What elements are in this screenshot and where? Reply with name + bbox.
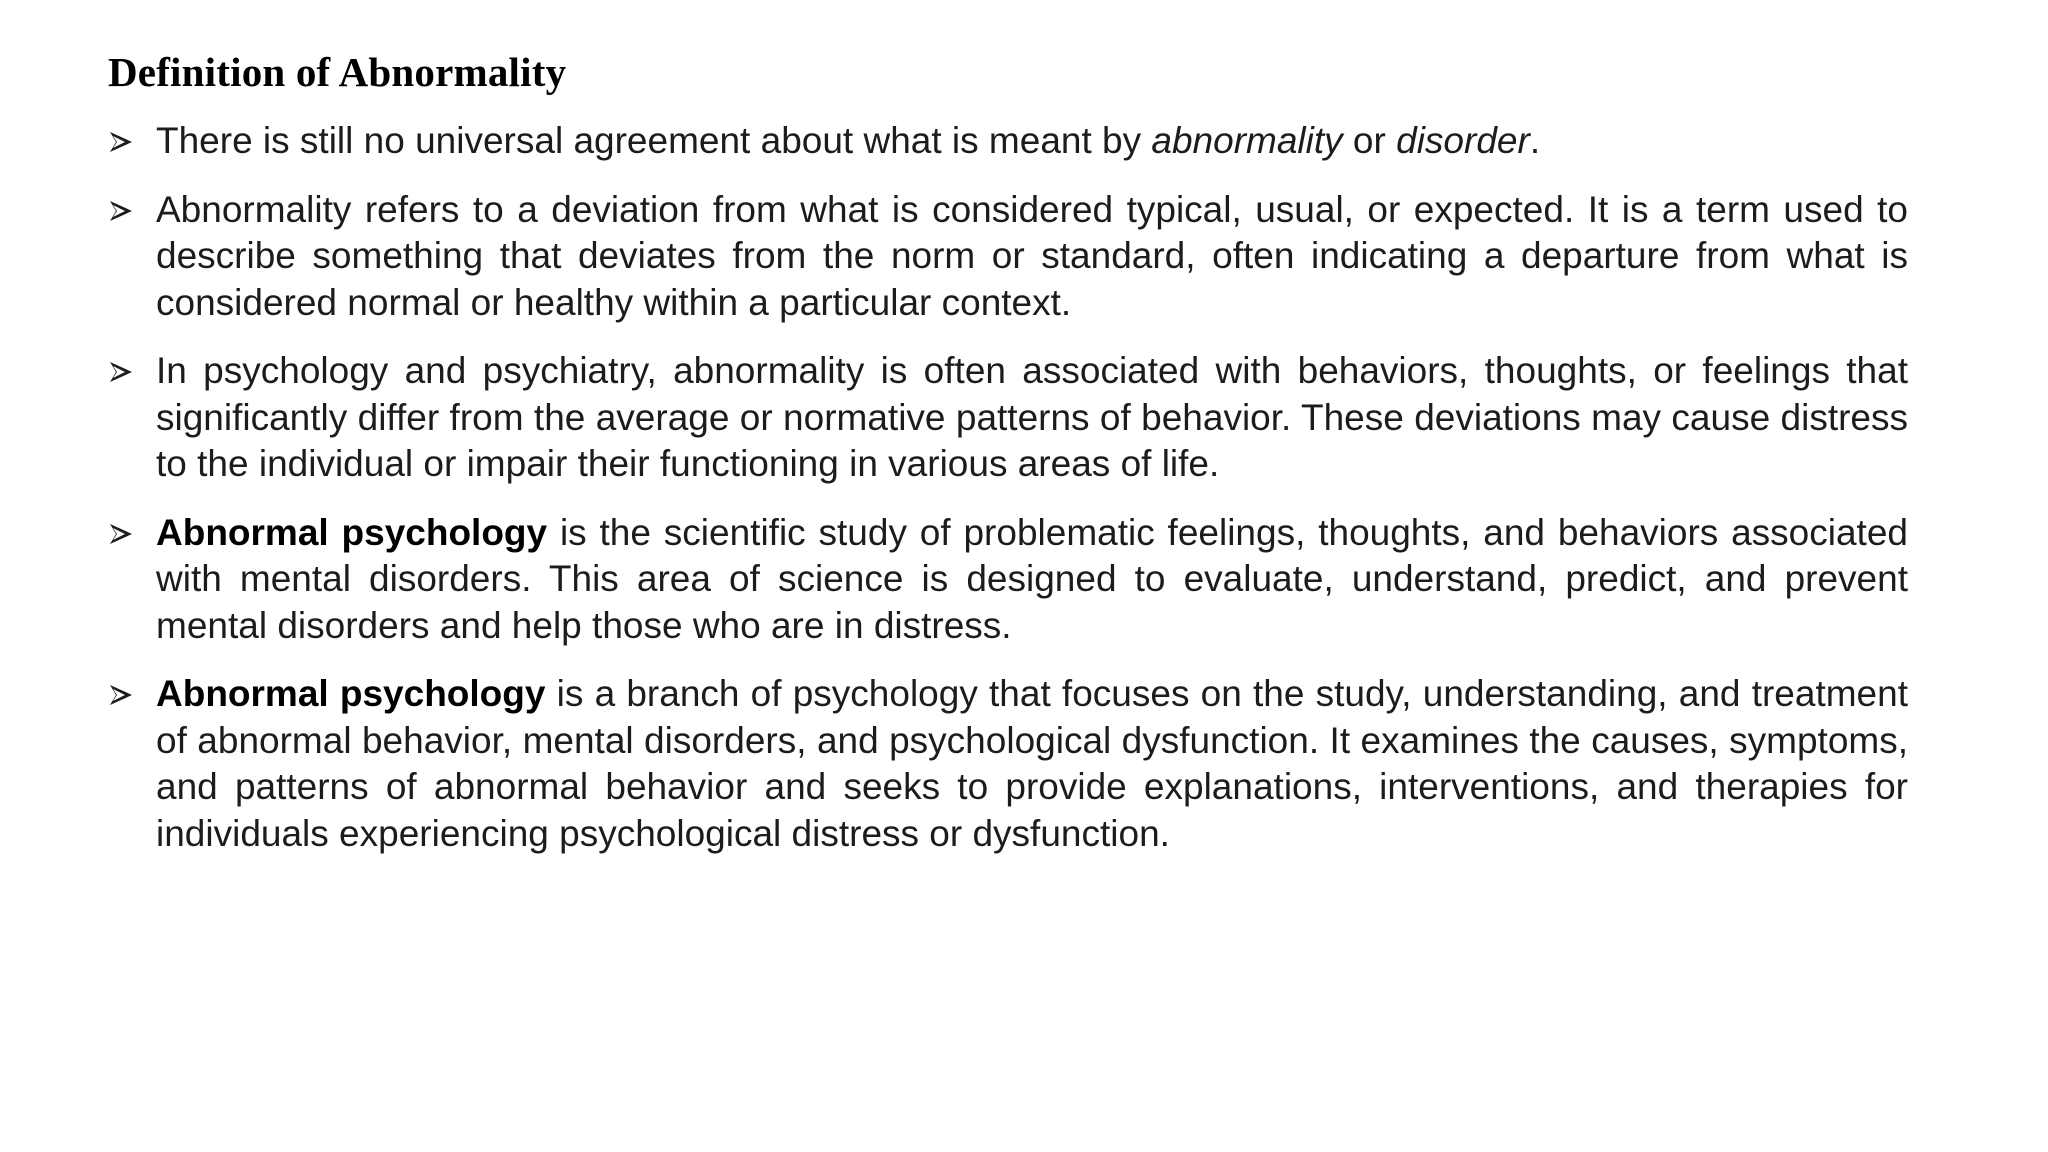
bullet-text: Abnormality refers to a deviation from what is considered typical, usual, or expected. It is a term used to describe something that deviates from the norm or standard, often indicating a departure from what is considered normal or healthy within a particular context. (156, 188, 1908, 323)
italic-term-disorder: disorder (1396, 120, 1530, 161)
slide-title: Definition of Abnormality (108, 49, 567, 95)
arrowhead-bullet-icon (108, 199, 134, 223)
bullet-text: or (1342, 120, 1397, 161)
arrowhead-bullet-icon (108, 522, 134, 546)
arrowhead-bullet-icon (108, 360, 134, 384)
bullet-item-2 (108, 187, 1908, 327)
bullet-item-1 (108, 118, 1908, 165)
bold-term: Abnormal psychology (156, 511, 548, 553)
bullet-list (108, 118, 1908, 879)
italic-term-abnormality: abnormality (1151, 120, 1343, 161)
bullet-item-5 (108, 671, 1908, 857)
bullet-item-3 (108, 348, 1908, 488)
bullet-text: In psychology and psychiatry, abnormality is often associated with behaviors, thoughts, or feelings that significantly differ from the average or normative patterns of behavior. These deviations may cause distress to the individual or impair their functioning in various areas of life. (156, 350, 1908, 484)
bold-term: Abnormal psychology (156, 673, 546, 714)
arrowhead-bullet-icon (108, 683, 134, 707)
bullet-text: There is still no universal agreement about what is meant by (156, 120, 1152, 161)
bullet-item-4 (108, 510, 1908, 650)
bullet-text: is the scientific study of problematic feelings, thoughts, and behaviors associated with mental disorders. This area of science is designed to evaluate, understand, predict, and prevent mental disorders and help those who are in distress. (156, 511, 1908, 646)
bullet-text: is a branch of psychology that focuses on the study, understanding, and treatment of abnormal behavior, mental disorders, and psychological dysfunction. It examines the causes, symptoms, and patterns of abnormal behavior and seeks to provide explanations, interventions, and therapies for individuals experiencing psychological distress or dysfunction. (156, 673, 1908, 854)
bullet-text: . (1529, 120, 1541, 161)
arrowhead-bullet-icon (108, 130, 134, 154)
